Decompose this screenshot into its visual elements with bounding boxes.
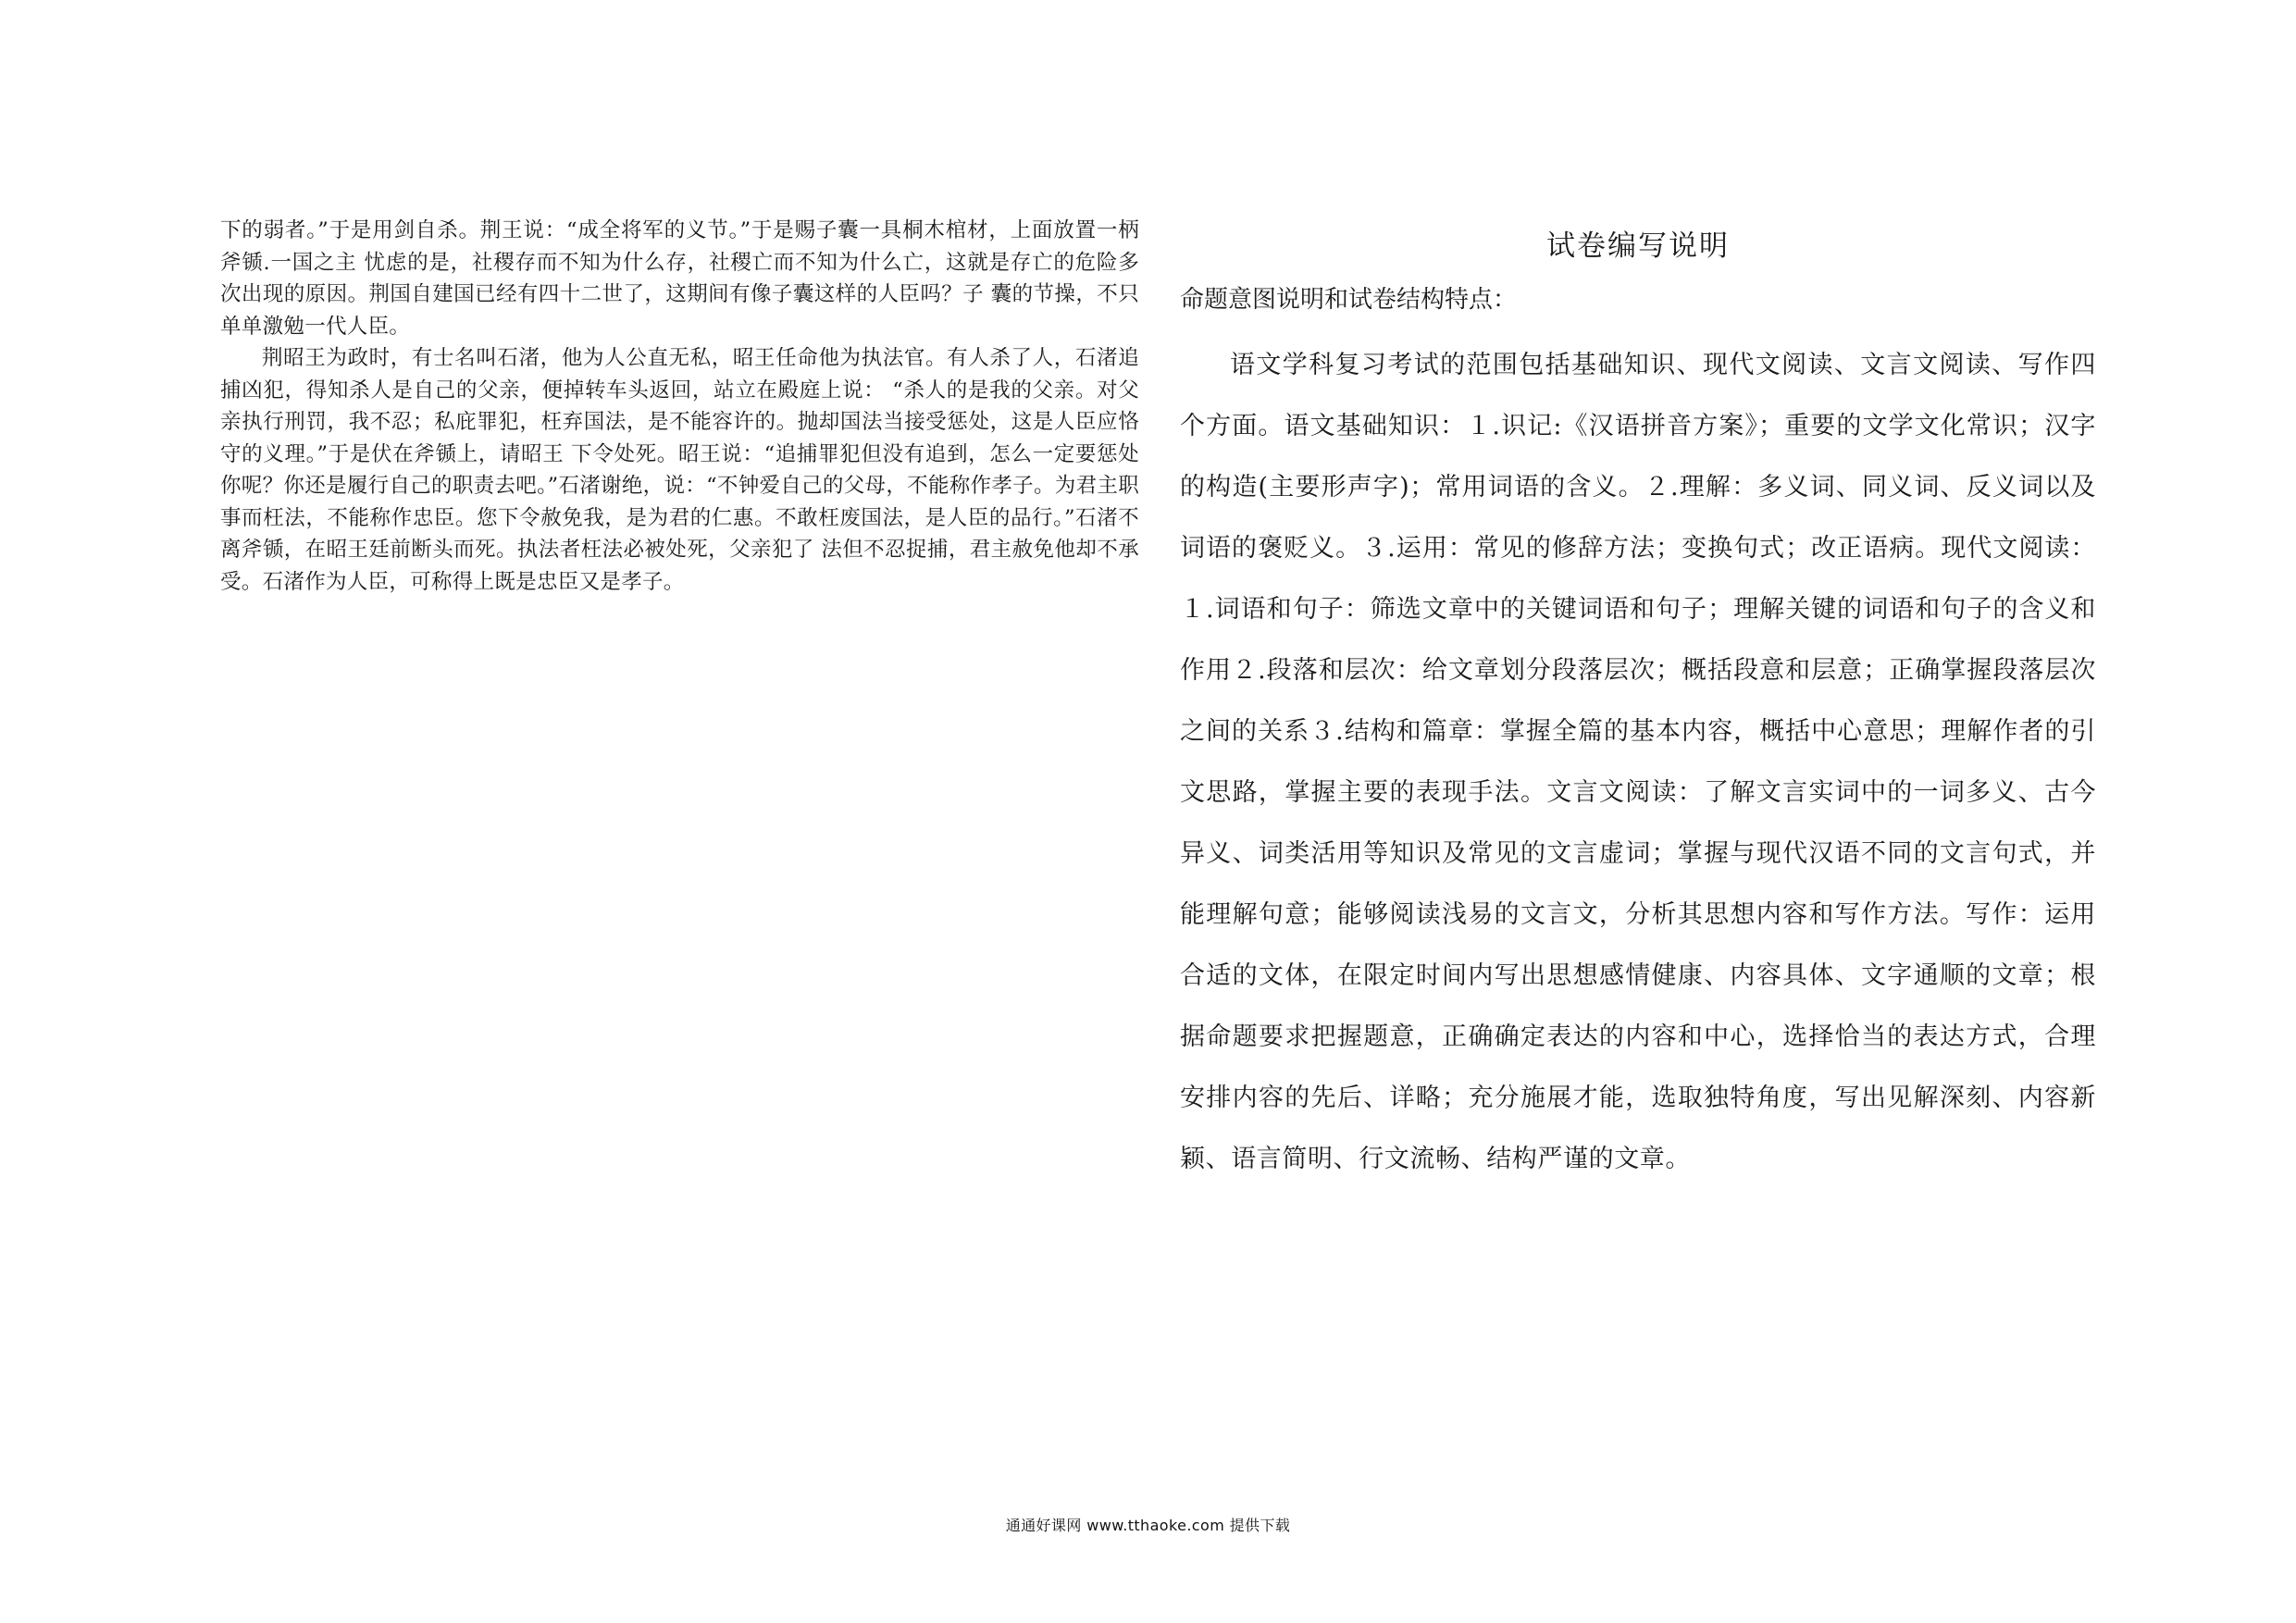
passage-paragraph-2: 荆昭王为政时，有士名叫石渚，他为人公直无私，昭王任命他为执法官。有人杀了人，石渚追捕凶犯，得知杀人是自己的父亲，便掉转车头返回，站立在殿庭上说： “杀人的是我的父亲。对父亲执行刑罚，我不忍；私庇罪犯，枉弃国法，是不能容许的。抛却国法当接受惩处，这是人臣应恪守的义理。”于是伏在斧锧上，请昭王 下令处死。昭王说：“追捕罪犯但没有追到，怎么一定要惩处你呢？你还是履行自己的职责去吧。”石渚谢绝，说：“不钟爱自己的父母，不能称作孝子。为君主职 事而枉法，不能称作忠臣。您下令赦免我，是为君的仁惠。不敢枉废国法，是人臣的品行。”石渚不离斧锧，在昭王廷前断头而死。执法者枉法必被处死，父亲犯了 法但不忍捉捕，君主赦免他却不承受。石渚作为人臣，可称得上既是忠臣又是孝子。 [220, 346, 1139, 594]
section-title: 试卷编写说明 [1546, 229, 1730, 263]
right-column-exam-notes [1180, 228, 2096, 1190]
page-footer: 通通好课网 www.tthaoke.com 提供下载 [1005, 1517, 1291, 1534]
passage-paragraph-1: 下的弱者。”于是用剑自杀。荆王说：“成全将军的义节。”于是赐子囊一具桐木棺材，上面放置一柄斧锧.一国之主 忧虑的是，社稷存而不知为什么存，社稷亡而不知为什么亡，这就是存亡的危险多次出现的原因。荆国自建国已经有四十二世了，这期间有像子囊这样的人臣吗？子 囊的节操，不只单单激勉一代人臣。 [220, 218, 1139, 339]
section-subheading: 命题意图说明和试卷结构特点： [1180, 286, 1518, 314]
section-body-text: 语文学科复习考试的范围包括基础知识、现代文阅读、文言文阅读、写作四个方面。语文基础知识：１.识记:《汉语拼音方案》；重要的文学文化常识；汉字的构造(主要形声字)；常用词语的含义。２.理解：多义词、同义词、反义词以及词语的褒贬义。３.运用：常见的修辞方法；变换句式；改正语病。现代文阅读： １.词语和句子：筛选文章中的关键词语和句子；理解关键的词语和句子的含义和作用２.段落和层次：给文章划分段落层次；概括段意和层意；正确掌握段落层次之间的关系３.结构和篇章：掌握全篇的基本内容，概括中心意思；理解作者的引文思路，掌握主要的表现手法。文言文阅读：了解文言实词中的一词多义、古今异义、词类活用等知识及常见的文言虚词；掌握与现代汉语不同的文言句式，并能理解句意；能够阅读浅易的文言文，分析其思想内容和写作方法。写作：运用合适的文体，在限定时间内写出思想感情健康、内容具体、文字通顺的文章；根据命题要求把握题意，正确确定表达的内容和中心，选择恰当的表达方式，合理安排内容的先后、详略；充分施展才能，选取独特角度，写出见解深刻、内容新颖、语言简明、行文流畅、结构严谨的文章。 [1180, 351, 2096, 1173]
left-column-passage [220, 215, 1139, 598]
